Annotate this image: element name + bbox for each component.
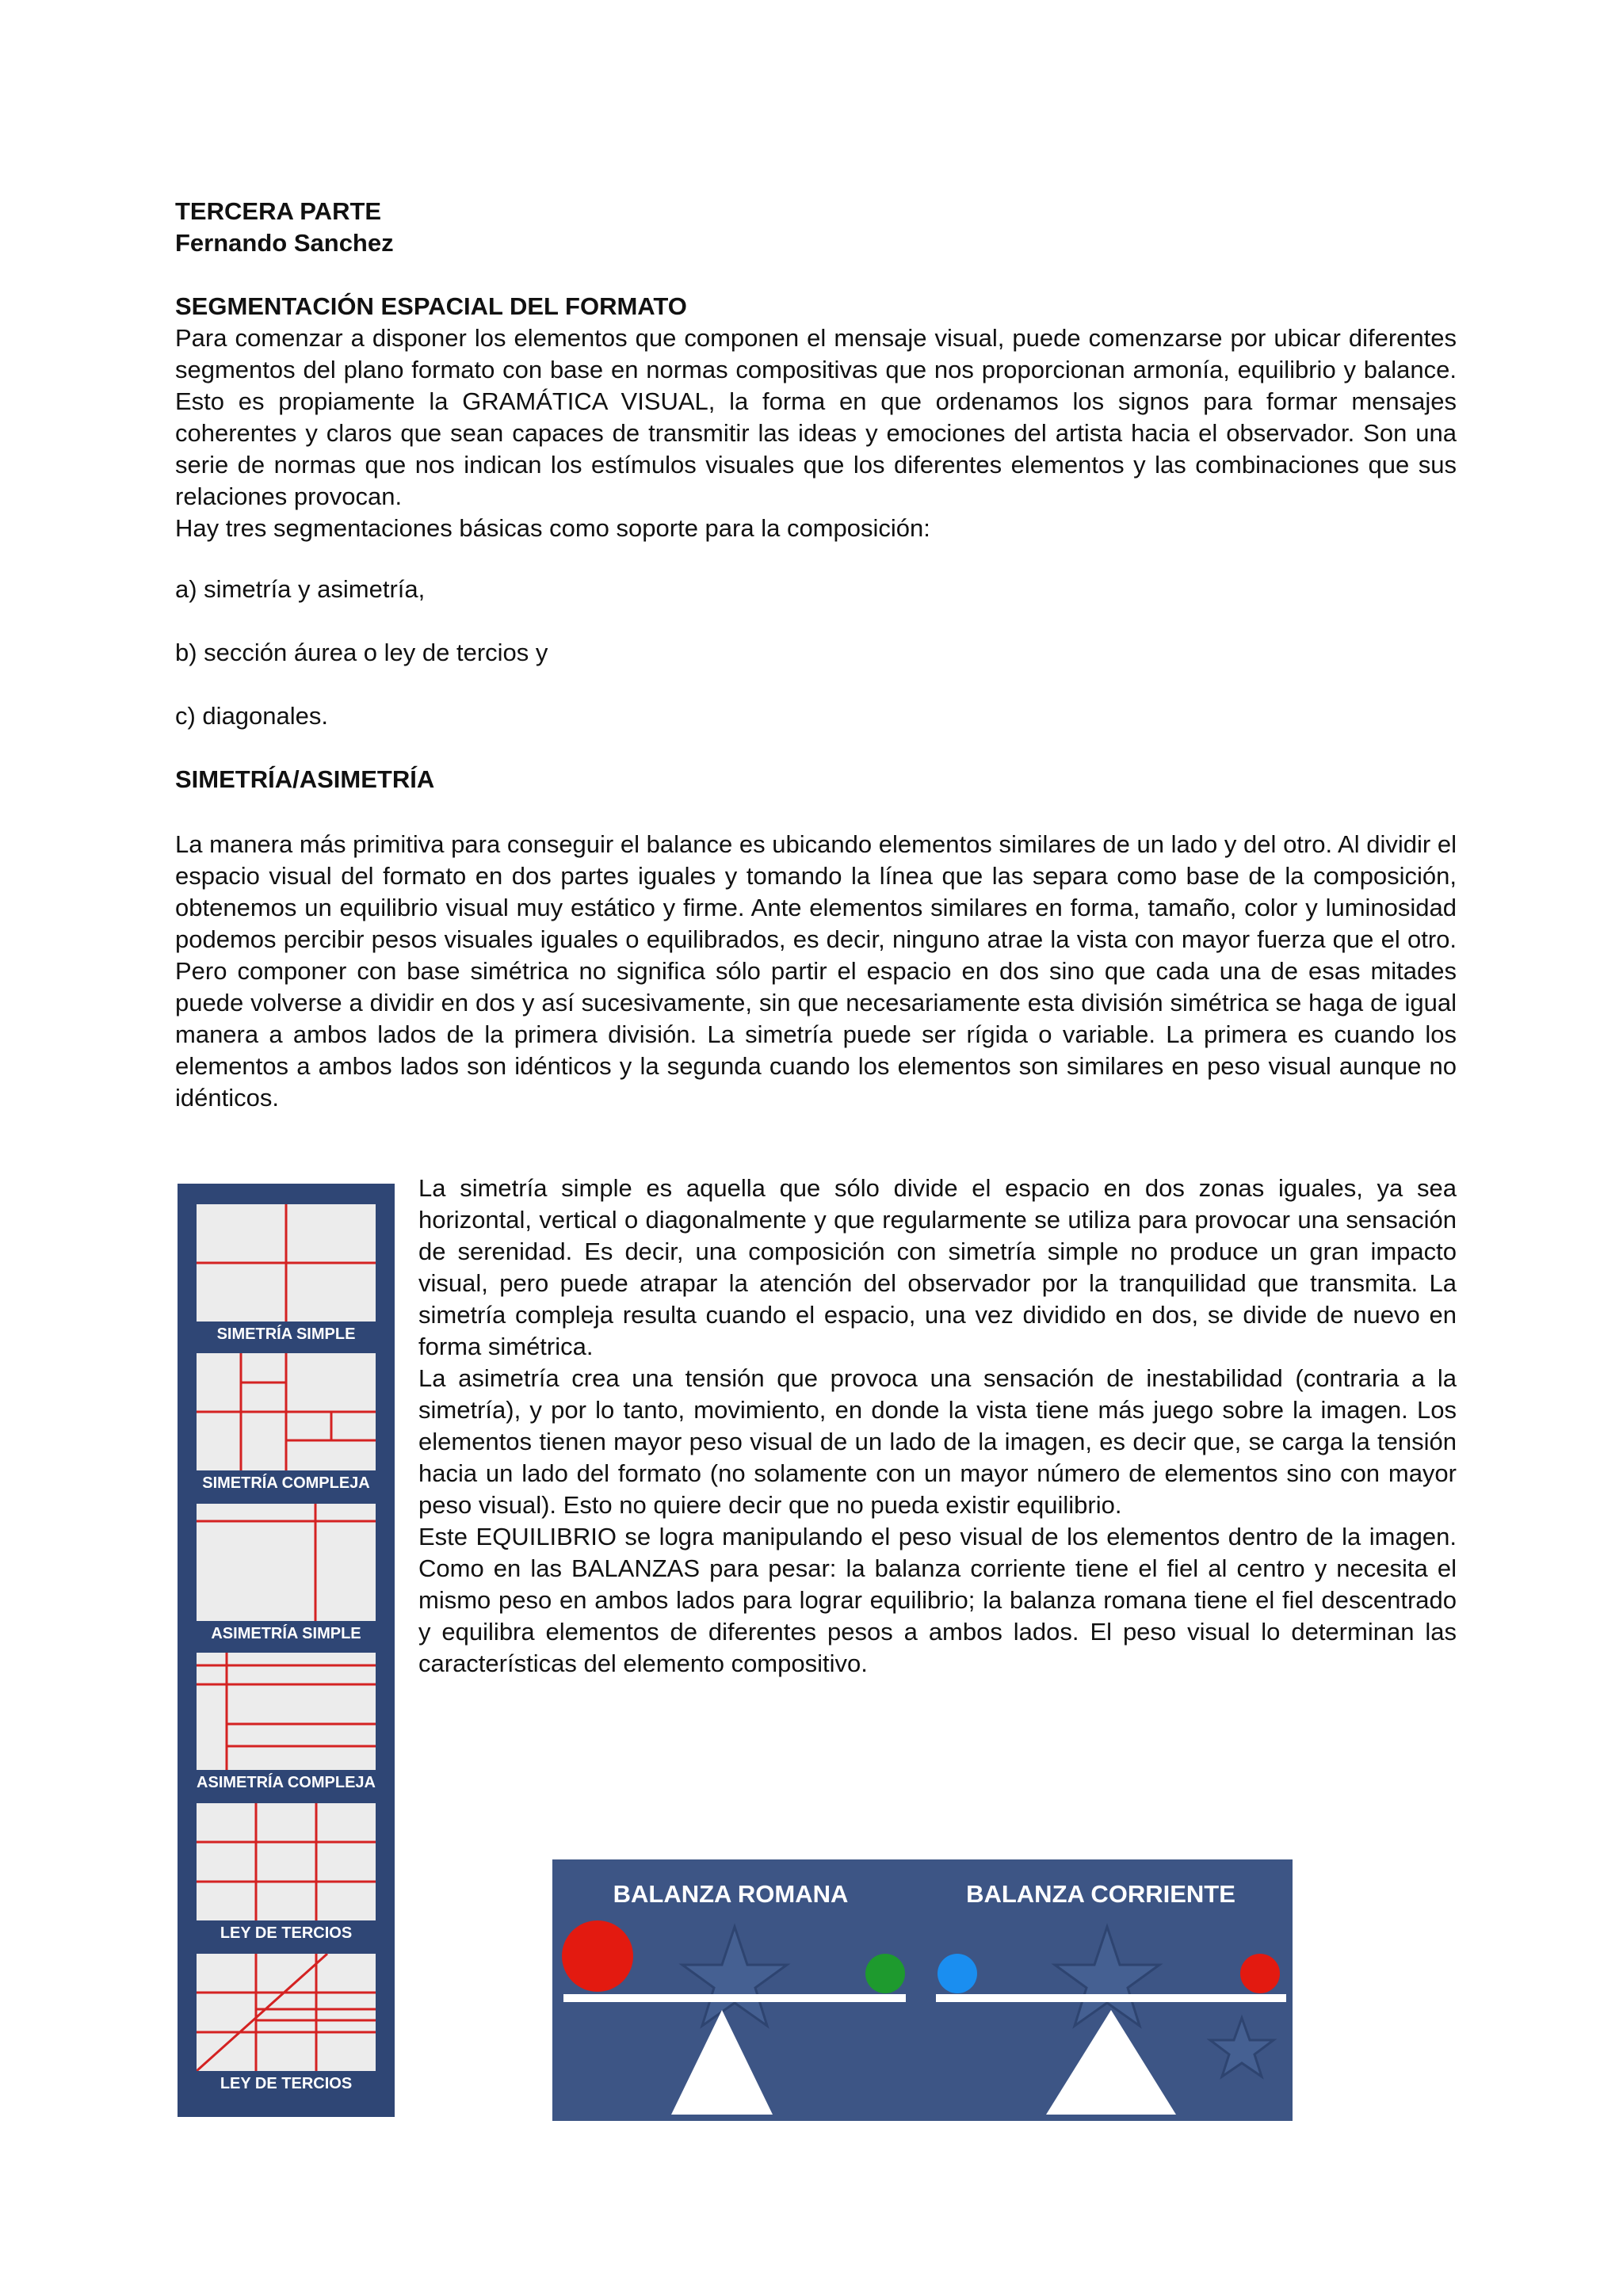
segmentation-paragraph: Para comenzar a disponer los elementos que componen el mensaje visual, puede comenzarse por ubicar diferentes segmentos del plano formato con base en normas compositivas que nos proporcionan armonía, equilibrio y balance. Esto es propiamente la GRAMÁTICA VISUAL, la forma en que ordenamos los signos para formar mensajes coherentes y claros que sean capaces de transmitir las ideas y emociones del artista hacia el observador. Son una serie de normas que nos indican los estímulos visuales que los diferentes elementos y las combinaciones que sus relaciones provocan.: [175, 324, 1457, 510]
scales-figure: [552, 1859, 1293, 2121]
symmetry-section-body: [175, 829, 1457, 1114]
thumb-label: ASIMETRÍA COMPLEJA: [197, 1774, 376, 1791]
segmentation-section: [175, 291, 1457, 544]
list-item: b) sección áurea o ley de tercios y: [175, 639, 548, 666]
romana-beam: [563, 1994, 906, 2002]
thumb-label: LEY DE TERCIOS: [220, 1924, 353, 1942]
part-title: TERCERA PARTE: [175, 197, 382, 225]
green-weight: [865, 1954, 905, 1993]
author-name: Fernando Sanchez: [175, 229, 394, 257]
large-red-weight: [562, 1920, 633, 1992]
balanza-corriente-label: BALANZA CORRIENTE: [966, 1880, 1235, 1908]
balanza-romana-label: BALANZA ROMANA: [613, 1880, 849, 1908]
asymmetry-paragraph: La asimetría crea una tensión que provoca una sensación de inestabilidad (contraria a la simetría), y por lo tanto, movimiento, en donde la vista tiene más juego sobre la imagen. Los elementos tienen mayor peso visual de un lado de la imagen, es decir que, se carga la tensión hacia un lado del formato (no solamente con un mayor número de elementos sino con mayor peso visual). Esto no quiere decir que no pueda existir equilibrio.: [418, 1364, 1457, 1519]
scales-illustration: [552, 1859, 1293, 2121]
simple-symmetry-paragraph: La simetría simple es aquella que sólo divide el espacio en dos zonas iguales, ya sea horizontal, vertical o diagonalmente y que regularmente se utiliza para provocar una sensación de serenidad. Es decir, una composición con simetría simple no produce un gran impacto visual, pero puede atrapar la atención del observador por la tranquilidad que transmita. La simetría compleja resulta cuando el espacio, una vez dividido en dos, se divide de nuevo en forma simétrica.: [418, 1174, 1457, 1360]
list-item: a) simetría y asimetría,: [175, 575, 426, 603]
symmetry-heading: SIMETRÍA/ASIMETRÍA: [175, 765, 435, 793]
thumb-simetria-simple: [197, 1204, 376, 1322]
list-item: c) diagonales.: [175, 702, 329, 730]
symmetry-section-header: [175, 764, 1457, 795]
thumb-label: SIMETRÍA COMPLEJA: [202, 1474, 370, 1492]
thumb-label: ASIMETRÍA SIMPLE: [211, 1625, 361, 1642]
thumb-ley-de-tercios-diagonal: [197, 1954, 376, 2071]
balance-paragraph: Este EQUILIBRIO se logra manipulando el peso visual de los elementos dentro de la imagen. Como en las BALANZAS para pesar: la balanza corriente tiene el fiel al centro y necesita el mismo peso en ambos lados para lograr equilibrio; la balanza romana tiene el fiel descentrado y equilibra elementos de diferentes pesos a ambos lados. El peso visual lo determinan las características del elemento compositivo.: [418, 1523, 1457, 1677]
small-red-weight: [1240, 1954, 1280, 1993]
thumb-asimetria-compleja: [197, 1653, 376, 1770]
document-header: [175, 196, 1457, 259]
thumb-simetria-compleja: [197, 1353, 376, 1470]
segmentation-list: [175, 574, 1457, 764]
composition-panel: [178, 1184, 395, 2117]
symmetry-explanation: [418, 1173, 1457, 1680]
segmentation-heading: SEGMENTACIÓN ESPACIAL DEL FORMATO: [175, 292, 687, 320]
symmetry-paragraph: La manera más primitiva para conseguir el balance es ubicando elementos similares de un lado y del otro. Al dividir el espacio visual del formato en dos partes iguales y tomando la línea que las separa como base de la composición, obtenemos un equilibrio visual muy estático y firme. Ante elementos similares en forma, tamaño, color y luminosidad podemos percibir pesos visuales iguales o equilibrados, es decir, ninguno atrae la vista con mayor fuerza que el otro. Pero componer con base simétrica no significa sólo partir el espacio en dos sino que cada una de esas mitades puede volverse a dividir en dos y así sucesivamente, sin que necesariamente esta división simétrica se haga de igual manera a ambos lados de la primera división. La simetría puede ser rígida o variable. La primera es cuando los elementos a ambos lados son idénticos y la segunda cuando los elementos son similares en peso visual aunque no idénticos.: [175, 830, 1457, 1112]
thumb-label: SIMETRÍA SIMPLE: [216, 1325, 356, 1343]
blue-weight: [938, 1954, 977, 1993]
thumb-asimetria-simple: [197, 1504, 376, 1621]
corriente-beam: [936, 1994, 1286, 2002]
thumb-label: LEY DE TERCIOS: [220, 2075, 353, 2092]
segmentation-intro: Hay tres segmentaciones básicas como soporte para la composición:: [175, 514, 930, 542]
thumb-ley-de-tercios: [197, 1803, 376, 1920]
